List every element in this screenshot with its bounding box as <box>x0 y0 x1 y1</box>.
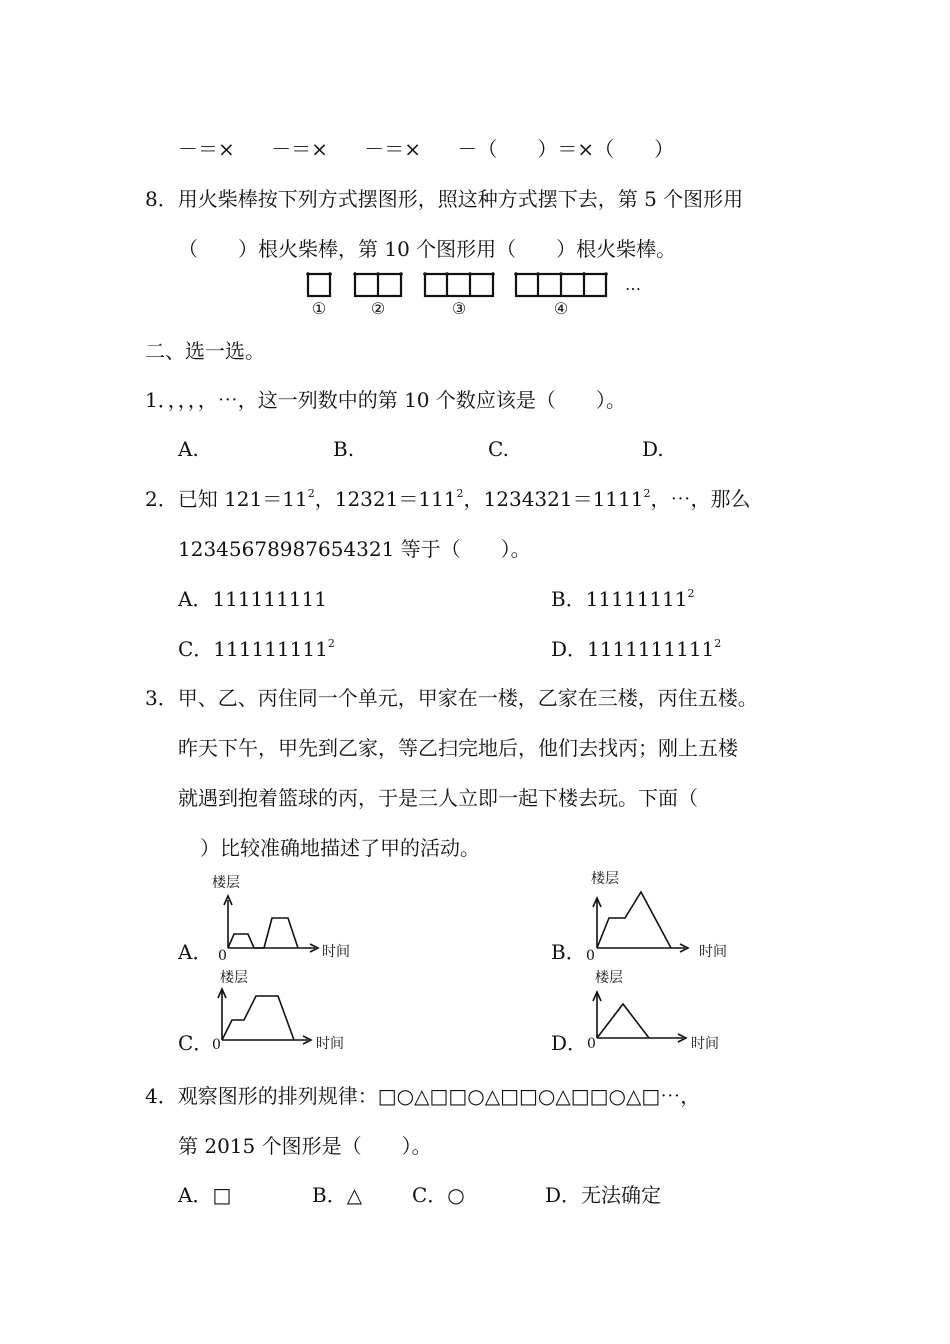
expression-3: －＝× <box>364 137 422 161</box>
q2-sup-3: 2 <box>643 487 651 500</box>
matchstick-figure-3 <box>425 274 493 296</box>
graph-a-xlabel: 时间 <box>322 944 350 960</box>
graph-d-ylabel: 楼层 <box>595 970 623 986</box>
q2-sup-1: 2 <box>307 487 315 500</box>
q1-option-b: B. <box>333 437 355 461</box>
q2-option-d-sup: 2 <box>714 637 722 650</box>
graph-c-line <box>222 996 294 1040</box>
expression-4: －（ ）＝×（ ） <box>457 137 675 161</box>
q2-sup-2: 2 <box>456 487 464 500</box>
graph-d-line <box>597 1004 649 1038</box>
q3-line4: ）比较准确地描述了甲的活动。 <box>200 836 480 860</box>
q4-line2: 第 2015 个图形是（ ）。 <box>178 1134 432 1158</box>
q4-option-d: D．无法确定 <box>545 1183 662 1207</box>
graph-b-xlabel: 时间 <box>699 944 727 960</box>
graph-b <box>585 866 735 964</box>
graph-a <box>210 870 360 964</box>
matchstick-figure-2 <box>355 274 401 296</box>
expression-1: －＝× <box>178 137 235 161</box>
q2-option-b <box>551 589 695 609</box>
q2-option-c-text: C．111111111 <box>178 637 328 661</box>
graph-a-line <box>228 918 298 948</box>
figure-label-3: ③ <box>451 299 467 318</box>
graph-c-origin: 0 <box>212 1037 221 1053</box>
graph-d <box>585 964 735 1054</box>
matchstick-figure-1 <box>308 274 330 296</box>
q8-line1: 8．用火柴棒按下列方式摆图形，照这种方式摆下去，第 5 个图形用 <box>145 187 744 211</box>
matchstick-figure-4 <box>516 274 606 296</box>
graph-d-xlabel: 时间 <box>691 1036 719 1052</box>
figure-label-4: ④ <box>553 299 569 318</box>
q2-stem-part4: ，⋯，那么 <box>650 487 751 511</box>
figure-label-1: ① <box>311 299 327 318</box>
q2-stem-part2: ，12321＝111 <box>314 487 457 511</box>
q3-option-a-label: A． <box>178 940 213 964</box>
q8-line2: （ ）根火柴棒，第 10 个图形用（ ）根火柴棒。 <box>178 237 677 261</box>
graph-c <box>210 964 360 1054</box>
q3-line2: 昨天下午，甲先到乙家，等乙扫完地后，他们去找丙；刚上五楼 <box>178 736 738 760</box>
q2-line2: 12345678987654321 等于（ ）。 <box>178 537 531 561</box>
graph-c-ylabel: 楼层 <box>220 970 248 986</box>
q3-line1: 3．甲、乙、丙住同一个单元，甲家在一楼，乙家在三楼，丙住五楼。 <box>145 686 758 710</box>
q3-line3: 就遇到抱着篮球的丙，于是三人立即一起下楼去玩。下面（ <box>178 786 698 810</box>
graph-a-ylabel: 楼层 <box>212 875 240 891</box>
graph-b-ylabel: 楼层 <box>591 871 619 887</box>
q1-option-a: A. <box>178 437 199 461</box>
q2-stem-part3: ，1234321＝1111 <box>463 487 644 511</box>
q2-stem-part1: 2．已知 121＝11 <box>145 487 308 511</box>
q1-option-d: D. <box>642 437 664 461</box>
q2-option-d <box>551 639 721 659</box>
matchstick-figures <box>300 268 640 318</box>
graph-b-origin: 0 <box>586 948 595 964</box>
q4-option-b: B．△ <box>312 1183 363 1207</box>
graph-b-line <box>597 892 671 948</box>
q1-stem: 1．，，，，⋯，这一列数中的第 10 个数应该是（ ）。 <box>145 388 626 412</box>
q4-option-c: C．○ <box>412 1183 465 1207</box>
q2-option-b-sup: 2 <box>687 587 695 600</box>
q2-option-a: A．111111111 <box>178 587 327 611</box>
figure-ellipsis: … <box>625 275 641 294</box>
graph-c-xlabel: 时间 <box>316 1036 344 1052</box>
graph-d-origin: 0 <box>587 1036 596 1052</box>
graph-a-origin: 0 <box>218 948 227 964</box>
q4-option-a: A．□ <box>178 1183 232 1207</box>
q3-option-c-label: C． <box>178 1031 214 1055</box>
q4-line1: 4．观察图形的排列规律：□○△□□○△□□○△□□○△□⋯， <box>145 1084 701 1108</box>
q2-option-c <box>178 639 335 659</box>
expression-line <box>178 139 674 159</box>
q2-option-d-text: D．1111111111 <box>551 637 715 661</box>
expression-2: －＝× <box>271 137 328 161</box>
q2-option-b-text: B．11111111 <box>551 587 688 611</box>
q2-stem <box>145 489 751 509</box>
q2-option-c-sup: 2 <box>327 637 335 650</box>
section-title: 二、选一选。 <box>145 339 265 363</box>
figure-label-2: ② <box>370 299 386 318</box>
q3-option-b-label: B． <box>551 940 586 964</box>
q1-option-c: C. <box>488 437 509 461</box>
q3-option-d-label: D． <box>551 1031 588 1055</box>
